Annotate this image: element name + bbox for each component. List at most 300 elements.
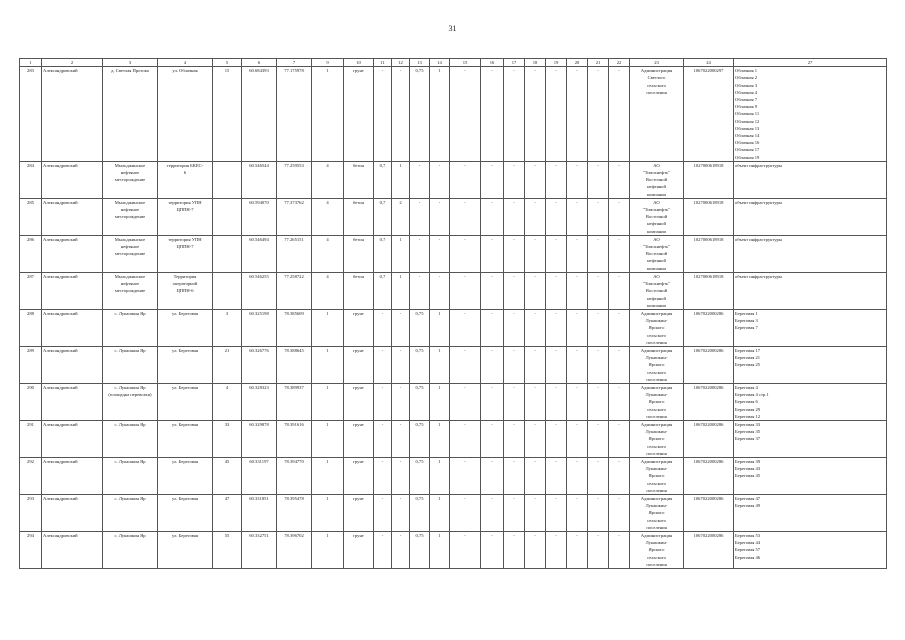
col13-cell: - xyxy=(410,161,430,198)
owner-cell-line: "Томскнефть" xyxy=(642,281,671,287)
table-row xyxy=(20,494,887,531)
empty-cell: - xyxy=(504,383,525,420)
served-objects-cell-line: Береговая 47 xyxy=(735,495,761,501)
empty-cell: - xyxy=(481,67,504,162)
house-cell xyxy=(213,272,242,309)
locality-cell xyxy=(103,67,158,162)
empty-cell: - xyxy=(450,532,481,569)
column-header: 17 xyxy=(504,59,525,67)
column-header: 7 xyxy=(277,59,312,67)
served-objects-cell xyxy=(734,309,887,346)
ogrn-cell: 1067022000297 xyxy=(684,67,734,162)
owner-cell-line: Администрация xyxy=(640,495,673,501)
owner-cell xyxy=(630,67,684,162)
col14-cell: - xyxy=(430,161,450,198)
locality-cell-line: Мыльджинское xyxy=(114,236,146,242)
col12-cell: - xyxy=(392,346,410,383)
row-number: 284 xyxy=(20,161,42,198)
street-cell-line: территория БКЕС- xyxy=(166,162,204,168)
street-cell xyxy=(158,272,213,309)
column-header: 6 xyxy=(242,59,277,67)
locality-cell-line: с. Лукашкин Яр xyxy=(114,495,146,501)
owner-cell-line: Лукашкин- xyxy=(645,503,668,509)
served-objects-cell-line: Береговая 29 xyxy=(735,406,761,412)
street-cell xyxy=(158,532,213,569)
row-number: 292 xyxy=(20,457,42,494)
empty-cell: - xyxy=(525,494,546,531)
empty-cell: - xyxy=(609,309,630,346)
owner-cell-line: АО xyxy=(653,273,660,279)
street-cell xyxy=(158,346,213,383)
empty-cell: - xyxy=(567,272,588,309)
empty-cell: - xyxy=(567,161,588,198)
district-cell: Александровский xyxy=(42,67,103,162)
street-cell-line: ул. Береговая xyxy=(171,421,199,427)
owner-cell-line: сельского xyxy=(647,82,666,88)
ogrn-cell: 1067022000286 xyxy=(684,383,734,420)
ogrn-cell: 1027000618918 xyxy=(684,161,734,198)
empty-cell: - xyxy=(588,420,609,457)
owner-cell-line: нефтяной xyxy=(647,184,666,190)
empty-cell: - xyxy=(481,532,504,569)
served-objects-cell-line: Облачная 14 xyxy=(735,133,760,139)
empty-cell: - xyxy=(546,457,567,494)
col14-cell: 1 xyxy=(430,494,450,531)
served-objects-cell-line: объект инфраструктуры xyxy=(735,162,782,168)
longitude-cell: 77.259553 xyxy=(277,161,312,198)
area-cell: 1 xyxy=(312,383,344,420)
empty-cell: - xyxy=(481,346,504,383)
empty-cell: - xyxy=(450,161,481,198)
locality-cell-line: (площадка перевозки) xyxy=(108,392,152,398)
column-header: 4 xyxy=(158,59,213,67)
house-cell xyxy=(213,198,242,235)
empty-cell: - xyxy=(504,420,525,457)
owner-cell-line: Администрация xyxy=(640,533,673,538)
longitude-cell: 78.391616 xyxy=(277,420,312,457)
surface-cell: грунт xyxy=(344,457,374,494)
house-cell: 15 xyxy=(213,67,242,162)
table-row xyxy=(20,198,887,235)
served-objects-cell xyxy=(734,198,887,235)
row-number: 286 xyxy=(20,235,42,272)
row-number: 288 xyxy=(20,309,42,346)
served-objects-cell-line: Облачная 12 xyxy=(735,118,760,124)
owner-cell-line: сельского xyxy=(647,517,666,523)
owner-cell xyxy=(630,161,684,198)
owner-cell-line: Восточной xyxy=(645,251,668,257)
empty-cell: - xyxy=(546,420,567,457)
ogrn-cell: 1067022000286 xyxy=(684,420,734,457)
house-cell: 55 xyxy=(213,532,242,569)
served-objects-cell-line: Облачная 1 xyxy=(735,68,758,74)
owner-cell xyxy=(630,383,684,420)
area-cell: 1 xyxy=(312,309,344,346)
empty-cell: - xyxy=(504,235,525,272)
table-row xyxy=(20,67,887,162)
served-objects-cell-line: Облачная 2 xyxy=(735,75,758,81)
house-cell xyxy=(213,235,242,272)
surface-cell: грунт xyxy=(344,383,374,420)
owner-cell-line: Светлого xyxy=(647,75,666,81)
row-number: 287 xyxy=(20,272,42,309)
owner-cell-line: Ярского xyxy=(648,362,665,368)
served-objects-cell xyxy=(734,67,887,162)
street-cell-line: Территория xyxy=(173,273,197,279)
empty-cell: - xyxy=(609,494,630,531)
column-header: 5 xyxy=(213,59,242,67)
col14-cell: 1 xyxy=(430,309,450,346)
row-number: 289 xyxy=(20,346,42,383)
surface-cell: грунт xyxy=(344,67,374,162)
col12-cell: - xyxy=(392,383,410,420)
owner-cell xyxy=(630,532,684,569)
table-row xyxy=(20,420,887,457)
empty-cell: - xyxy=(588,383,609,420)
empty-cell: - xyxy=(504,67,525,162)
owner-cell-line: сельского xyxy=(647,443,666,449)
served-objects-cell-line: Облачная 3 xyxy=(735,82,758,88)
empty-cell: - xyxy=(567,532,588,569)
locality-cell-line: месторождение xyxy=(114,288,146,294)
owner-cell xyxy=(630,272,684,309)
col12-cell: - xyxy=(392,420,410,457)
locality-cell-line: месторождение xyxy=(114,177,146,183)
owner-cell-line: "Томскнефть" xyxy=(642,244,671,250)
empty-cell: - xyxy=(481,457,504,494)
empty-cell: - xyxy=(504,532,525,569)
surface-cell: грунт xyxy=(344,494,374,531)
waste-sites-table xyxy=(19,58,887,569)
district-cell: Александровский xyxy=(42,309,103,346)
served-objects-cell-line: Береговая 35 xyxy=(735,429,761,435)
empty-cell: - xyxy=(546,532,567,569)
col13-cell: 0,75 xyxy=(410,383,430,420)
served-objects-cell-line: объект инфраструктуры xyxy=(735,199,782,205)
table-row xyxy=(20,457,887,494)
district-cell: Александровский xyxy=(42,235,103,272)
row-number: 291 xyxy=(20,420,42,457)
empty-cell: - xyxy=(588,272,609,309)
empty-cell: - xyxy=(588,235,609,272)
row-number: 283 xyxy=(20,67,42,162)
empty-cell: - xyxy=(525,309,546,346)
street-cell-line: операторной xyxy=(172,281,198,287)
street-cell xyxy=(158,309,213,346)
served-objects-cell xyxy=(734,272,887,309)
table-row xyxy=(20,383,887,420)
col13-cell: 0,75 xyxy=(410,494,430,531)
col12-cell: 1 xyxy=(392,235,410,272)
owner-cell-line: компании xyxy=(647,191,666,197)
served-objects-cell xyxy=(734,532,887,569)
empty-cell: - xyxy=(450,383,481,420)
street-cell-line: ул. Облачная xyxy=(172,68,198,74)
column-header: 15 xyxy=(450,59,481,67)
owner-cell-line: Ярского xyxy=(648,436,665,442)
locality-cell-line: нефтяное xyxy=(120,170,140,176)
district-cell: Александровский xyxy=(42,346,103,383)
district-cell: Александровский xyxy=(42,420,103,457)
owner-cell-line: сельского xyxy=(647,554,666,560)
ogrn-cell: 1067022000286 xyxy=(684,346,734,383)
served-objects-cell xyxy=(734,420,887,457)
col13-cell: - xyxy=(410,198,430,235)
served-objects-cell-line: Облачная 4 xyxy=(735,89,758,95)
empty-cell: - xyxy=(481,235,504,272)
locality-cell-line: с. Лукашкин Яр xyxy=(114,384,146,390)
column-header: 12 xyxy=(392,59,410,67)
col12-cell: - xyxy=(392,494,410,531)
owner-cell-line: Администрация xyxy=(640,347,673,353)
owner-cell-line: нефтяной xyxy=(647,295,666,301)
ogrn-cell: 1027000618918 xyxy=(684,235,734,272)
col12-cell: 1 xyxy=(392,161,410,198)
owner-cell-line: поселения xyxy=(646,339,667,345)
owner-cell xyxy=(630,457,684,494)
latitude-cell: 60.684393 xyxy=(242,67,277,162)
served-objects-cell-line: Береговая 46 xyxy=(735,554,761,560)
empty-cell: - xyxy=(588,198,609,235)
empty-cell: - xyxy=(609,198,630,235)
street-cell-line: ул. Береговая xyxy=(171,310,199,316)
col11-cell: - xyxy=(374,494,392,531)
empty-cell: - xyxy=(504,494,525,531)
owner-cell-line: Лукашкин- xyxy=(645,466,668,472)
col11-cell: 0,7 xyxy=(374,235,392,272)
house-cell: 47 xyxy=(213,494,242,531)
house-cell: 45 xyxy=(213,457,242,494)
col11-cell: 0,7 xyxy=(374,161,392,198)
locality-cell-line: д. Светлая Протока xyxy=(111,68,149,74)
empty-cell: - xyxy=(588,532,609,569)
locality-cell xyxy=(103,309,158,346)
col12-cell: 1 xyxy=(392,272,410,309)
empty-cell: - xyxy=(504,198,525,235)
street-cell-line: ул. Береговая xyxy=(171,458,199,464)
empty-cell: - xyxy=(567,67,588,162)
street-cell-line: ЦППН-7 xyxy=(176,244,194,250)
col13-cell: - xyxy=(410,272,430,309)
row-number: 293 xyxy=(20,494,42,531)
latitude-cell: 60.594070 xyxy=(242,198,277,235)
owner-cell-line: Администрация xyxy=(640,384,673,390)
district-cell: Александровский xyxy=(42,161,103,198)
column-header: 16 xyxy=(481,59,504,67)
col14-cell: 1 xyxy=(430,420,450,457)
empty-cell: - xyxy=(546,346,567,383)
owner-cell-line: АО xyxy=(653,199,660,205)
empty-cell: - xyxy=(609,346,630,383)
owner-cell-line: сельского xyxy=(647,406,666,412)
owner-cell-line: Лукашкин- xyxy=(645,429,668,435)
served-objects-cell xyxy=(734,346,887,383)
locality-cell-line: Мыльджинское xyxy=(114,162,146,168)
owner-cell-line: сельского xyxy=(647,480,666,486)
street-cell-line: ул. Береговая xyxy=(171,384,199,390)
empty-cell: - xyxy=(567,420,588,457)
empty-cell: - xyxy=(546,161,567,198)
owner-cell-line: Ярского xyxy=(648,325,665,331)
served-objects-cell-line: Береговая 7 xyxy=(735,325,758,331)
empty-cell: - xyxy=(609,532,630,569)
empty-cell: - xyxy=(525,346,546,383)
row-number: 290 xyxy=(20,383,42,420)
owner-cell-line: поселения xyxy=(646,450,667,456)
served-objects-cell-line: Облачная 13 xyxy=(735,125,760,131)
empty-cell: - xyxy=(450,346,481,383)
street-cell-line: ЦППН-6 xyxy=(176,288,194,294)
latitude-cell: 60.331851 xyxy=(242,494,277,531)
empty-cell: - xyxy=(546,494,567,531)
owner-cell-line: Администрация xyxy=(640,458,673,464)
longitude-cell: 78.385609 xyxy=(277,309,312,346)
empty-cell: - xyxy=(481,272,504,309)
owner-cell-line: поселения xyxy=(646,89,667,95)
empty-cell: - xyxy=(504,457,525,494)
column-header: 14 xyxy=(430,59,450,67)
col11-cell: 0,7 xyxy=(374,272,392,309)
table-row xyxy=(20,235,887,272)
owner-cell-line: Восточной xyxy=(645,288,668,294)
served-objects-cell-line: объект инфраструктуры xyxy=(735,236,782,242)
column-header: 2 xyxy=(42,59,103,67)
col11-cell: - xyxy=(374,309,392,346)
street-cell-line: ул. Береговая xyxy=(171,347,199,353)
owner-cell-line: Лукашкин- xyxy=(645,392,668,398)
locality-cell-line: нефтяное xyxy=(120,281,140,287)
owner-cell-line: сельского xyxy=(647,332,666,338)
empty-cell: - xyxy=(546,67,567,162)
empty-cell: - xyxy=(504,309,525,346)
longitude-cell: 77.373762 xyxy=(277,198,312,235)
row-number: 294 xyxy=(20,532,42,569)
col12-cell: - xyxy=(392,309,410,346)
empty-cell: - xyxy=(567,494,588,531)
district-cell: Александровский xyxy=(42,272,103,309)
owner-cell-line: поселения xyxy=(646,413,667,419)
page-number: 31 xyxy=(448,24,457,33)
empty-cell: - xyxy=(525,532,546,569)
col14-cell: 1 xyxy=(430,532,450,569)
empty-cell: - xyxy=(525,235,546,272)
empty-cell: - xyxy=(450,420,481,457)
locality-cell-line: месторождение xyxy=(114,214,146,220)
empty-cell: - xyxy=(525,457,546,494)
col12-cell: - xyxy=(392,67,410,162)
owner-cell xyxy=(630,420,684,457)
latitude-cell: 60.328323 xyxy=(242,383,277,420)
street-cell xyxy=(158,198,213,235)
served-objects-cell xyxy=(734,235,887,272)
served-objects-cell-line: объект инфраструктуры xyxy=(735,273,782,279)
empty-cell: - xyxy=(481,198,504,235)
empty-cell: - xyxy=(546,309,567,346)
owner-cell-line: Ярского xyxy=(648,399,665,405)
served-objects-cell-line: Береговая 44 xyxy=(735,540,761,546)
table-row xyxy=(20,532,887,569)
empty-cell: - xyxy=(588,457,609,494)
empty-cell: - xyxy=(504,272,525,309)
street-cell-line: ЦППН-7 xyxy=(176,207,194,213)
served-objects-cell-line: Береговая 57 xyxy=(735,547,761,553)
owner-cell-line: компании xyxy=(647,302,666,308)
longitude-cell: 78.396702 xyxy=(277,532,312,569)
locality-cell-line: с. Лукашкин Яр xyxy=(114,421,146,427)
latitude-cell: 60.332751 xyxy=(242,532,277,569)
surface-cell: бетон xyxy=(344,235,374,272)
owner-cell-line: поселения xyxy=(646,487,667,493)
locality-cell-line: нефтяное xyxy=(120,244,140,250)
col13-cell: - xyxy=(410,235,430,272)
served-objects-cell-line: Береговая 33 xyxy=(735,421,761,427)
col13-cell: 0,75 xyxy=(410,420,430,457)
locality-cell xyxy=(103,383,158,420)
empty-cell: - xyxy=(450,235,481,272)
column-header: 1 xyxy=(20,59,42,67)
locality-cell xyxy=(103,198,158,235)
latitude-cell: 60.546494 xyxy=(242,235,277,272)
col14-cell: - xyxy=(430,235,450,272)
col13-cell: 0,75 xyxy=(410,457,430,494)
owner-cell xyxy=(630,494,684,531)
owner-cell-line: компании xyxy=(647,265,666,271)
owner-cell-line: Администрация xyxy=(640,68,673,74)
served-objects-cell-line: Облачная 17 xyxy=(735,147,760,153)
col12-cell: 2 xyxy=(392,198,410,235)
locality-cell-line: с. Лукашкин Яр xyxy=(114,310,146,316)
area-cell: 1 xyxy=(312,532,344,569)
ogrn-cell: 1067022000286 xyxy=(684,309,734,346)
served-objects-cell-line: Береговая 49 xyxy=(735,503,761,509)
served-objects-cell-line: Береговая 25 xyxy=(735,362,761,368)
served-objects-cell-line: Облачная 11 xyxy=(735,111,760,117)
served-objects-cell-line: Береговая 39 xyxy=(735,458,761,464)
street-cell xyxy=(158,457,213,494)
empty-cell: - xyxy=(567,383,588,420)
empty-cell: - xyxy=(609,420,630,457)
column-header: 21 xyxy=(588,59,609,67)
empty-cell: - xyxy=(481,494,504,531)
served-objects-cell-line: Береговая 37 xyxy=(735,436,761,442)
owner-cell-line: АО xyxy=(653,162,660,168)
locality-cell-line: с. Лукашкин Яр xyxy=(114,533,146,538)
empty-cell: - xyxy=(609,67,630,162)
owner-cell-line: АО xyxy=(653,236,660,242)
served-objects-cell-line: Береговая 6 xyxy=(735,399,758,405)
empty-cell: - xyxy=(450,309,481,346)
owner-cell-line: нефтяной xyxy=(647,221,666,227)
locality-cell-line: нефтяное xyxy=(120,207,140,213)
col14-cell: 1 xyxy=(430,383,450,420)
empty-cell: - xyxy=(481,161,504,198)
served-objects-cell-line: Облачная 16 xyxy=(735,140,760,146)
col11-cell: - xyxy=(374,67,392,162)
owner-cell xyxy=(630,235,684,272)
surface-cell: грунт xyxy=(344,532,374,569)
street-cell xyxy=(158,161,213,198)
ogrn-cell: 1027000618918 xyxy=(684,198,734,235)
served-objects-cell xyxy=(734,457,887,494)
area-cell: 1 xyxy=(312,494,344,531)
area-cell: 1 xyxy=(312,346,344,383)
served-objects-cell-line: Береговая 4 стр.1 xyxy=(735,392,769,398)
street-cell xyxy=(158,235,213,272)
empty-cell: - xyxy=(546,272,567,309)
street-cell-line: 6 xyxy=(183,170,187,176)
street-cell xyxy=(158,420,213,457)
header-row xyxy=(20,59,887,67)
